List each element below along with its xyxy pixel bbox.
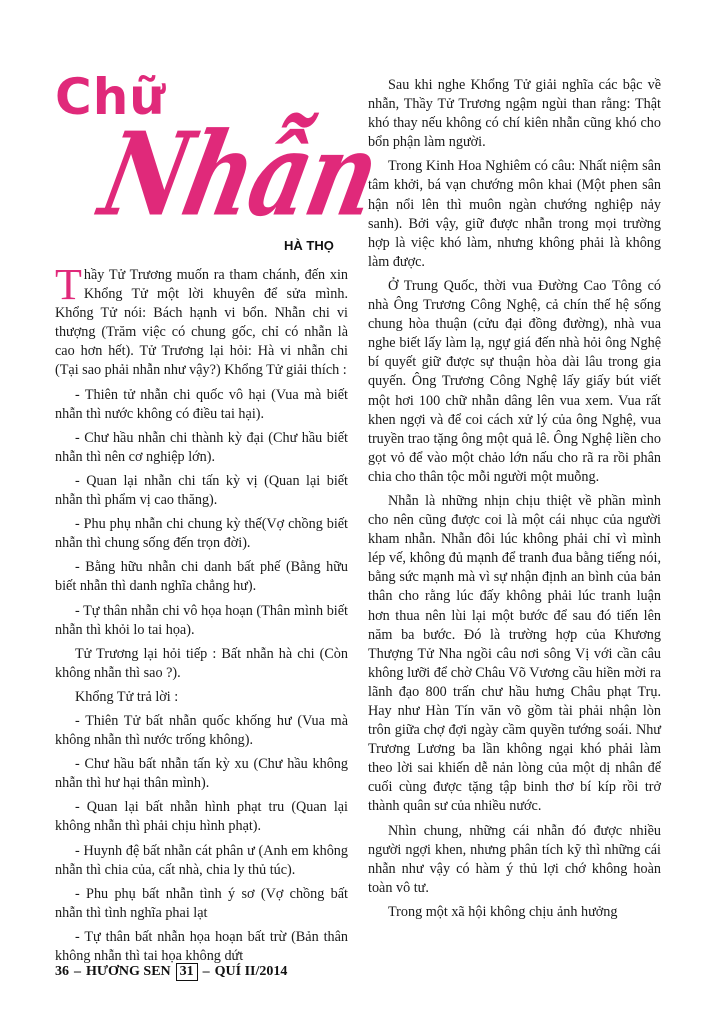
paragraph: Nhìn chung, những cái nhẫn đó được nhiều người ngợi khen, nhưng phân tích kỹ thì những cái nhẫn như vậy có hàm ý thủ lợi chớ không hoàn toàn vô tư. [368, 822, 661, 896]
page-footer [55, 963, 287, 981]
footer-dash: – [74, 964, 81, 979]
paragraph: Sau khi nghe Khổng Tử giải nghĩa các bậc về nhẫn, Thầy Tử Trương ngậm ngùi than rằng: Thật khó thay nếu không có chí kiên nhẫn cũng khó cho bổn phận làm người. [368, 77, 661, 151]
page-number: 36 [55, 964, 69, 979]
issue-period: QUÍ II/2014 [214, 964, 288, 979]
paragraph-text: hầy Tử Trương muốn ra tham chánh, đến xin Khổng Tử một lời khuyên để sửa mình. Khổng Tử nói: Bách hạnh vi bổn. Nhẫn chi vi thượng (Trăm việc có chung gốc, chỉ có nhẫn là cao hơn hết). Tử Trương lại hỏi: Hà vi nhẫn chi (Tại sao phải nhẫn như vậy?) Khổng Tử giải thích : [55, 267, 348, 379]
paragraph: - Huynh đệ bất nhẫn cát phân ư (Anh em không nhẫn thì chia của, cất nhà, chia ly thủ túc). [55, 842, 348, 878]
drop-cap: T [55, 260, 82, 309]
magazine-name: HƯƠNG SEN [86, 964, 171, 979]
paragraph: - Thiên Tử bất nhẫn quốc khống hư (Vua mà không nhẫn thì nước trống không). [55, 712, 348, 749]
paragraph: - Tự thân nhẫn chi vô họa hoạn (Thân mình biết nhẫn thì khỏi lo tai họa). [55, 602, 348, 638]
author-name: HÀ THỌ [284, 238, 334, 253]
paragraph: Nhẫn là những nhịn chịu thiệt về phần mình cho nên cũng được coi là một cái nhục của người kham nhẫn. Nhẫn đôi lúc không phải chỉ vì mình lép vế, không đủ mạnh để tranh đua bằng tiếng nói, bằng sức mạnh mà vì sự nhận định an bình của bản thân cho rằng lúc đấy không phải lúc tranh luận hơn thua nên lùi lại một bước để sau đó tiến lên năm ba bước. Đó là trường hợp của Khương Thượng Tử Nha ngồi câu nơi sông Vị với cần câu không lưỡi để chờ Châu Võ Vương cầu hiền mời ra lãnh đạo 800 trấn chư hầu hưng Châu phạt Trụ. Hay như Hàn Tín văn võ gồm tài phải nhận lòn trôn giữa chợ đợi ngày cầm quyền tướng soái. Như Trương Lương ba lần không ngại khó phải làm theo lời sai khiến dễ nản lòng của một dị nhân để cuối cùng được tặng tập binh thơ bí kíp rồi trở thành quân sư của nhiều nước. [368, 492, 661, 815]
paragraph: - Bằng hữu nhẫn chi danh bất phế (Bằng hữu biết nhẫn thì danh nghĩa chẳng hư). [55, 559, 348, 595]
paragraph: - Chư hầu nhẫn chi thành kỳ đại (Chư hầu biết nhẫn thì nên cơ nghiệp lớn). [55, 429, 348, 465]
paragraph: - Quan lại bất nhẫn hình phạt tru (Quan lại không nhẫn thì phải chịu hình phạt). [55, 799, 348, 835]
title-line-1: Chữ [55, 68, 166, 126]
paragraph: Khổng Tử trả lời : [75, 688, 179, 705]
left-column [55, 260, 348, 971]
paragraph: - Thiên tử nhẫn chi quốc vô hại (Vua mà biết nhẫn thì nước không có điều tai hại). [55, 386, 348, 422]
title-line-2: Nhẫn [90, 107, 389, 242]
paragraph: - Phu phụ bất nhẫn tình ý sơ (Vợ chồng bất nhẫn thì tình nghĩa phai lạt [55, 885, 348, 921]
paragraph: Ở Trung Quốc, thời vua Đường Cao Tông có nhà Ông Trương Công Nghệ, cả chín thế hệ sống chung hòa thuận (cửu đại đồng đường), nhà vua nghe biết lấy làm lạ, ngự giá đến nhà hỏi ông Nghệ bí quyết giữ được sự thuận hòa dài lâu trong gia quyến. Ông Trương Công Nghệ lấy giấy bút viết một hơi 100 chữ nhẫn dâng lên vua xem. Vua rất khen ngợi và để coi cách xử lý của ông Nghệ, vua truyền trao tặng ông một quả lê. Ông Nghệ liền cho gọt vỏ để vào một chảo lớn nấu cho rã ra rồi phân chia cho thân tộc mỗi người một muỗng. [368, 277, 661, 485]
paragraph: Tử Trương lại hỏi tiếp : Bất nhẫn hà chi (Còn không nhẫn thì sao ?). [55, 645, 348, 681]
right-column [368, 76, 661, 927]
paragraph: - Chư hầu bất nhẫn tấn kỳ xu (Chư hầu không nhẫn thì hư hại thân mình). [55, 756, 348, 792]
paragraph: - Quan lại nhẫn chi tấn kỳ vị (Quan lại biết nhẫn thì phẩm vị cao thăng). [55, 472, 348, 509]
paragraph: - Tự thân bất nhẫn họa hoạn bất trừ (Bản thân không nhẫn thì tai họa không dứt [55, 928, 348, 964]
footer-dash: – [202, 964, 210, 979]
paragraph: Trong Kinh Hoa Nghiêm có câu: Nhất niệm sân tâm khởi, bá vạn chướng môn khai (Một phen sân hận nổi lên thì muôn ngàn chướng nghiệp nảy sanh). Bởi vậy, giữ được nhẫn trong mọi trường hợp là việc khó làm, nhưng không phải là không làm được. [368, 158, 661, 270]
paragraph [55, 260, 348, 381]
paragraph: - Phu phụ nhẫn chi chung kỳ thế(Vợ chồng biết nhẫn thì chung sống đến trọn đời). [55, 516, 348, 552]
issue-number: 31 [176, 963, 198, 981]
paragraph: Trong một xã hội không chịu ảnh hưởng [388, 903, 618, 920]
